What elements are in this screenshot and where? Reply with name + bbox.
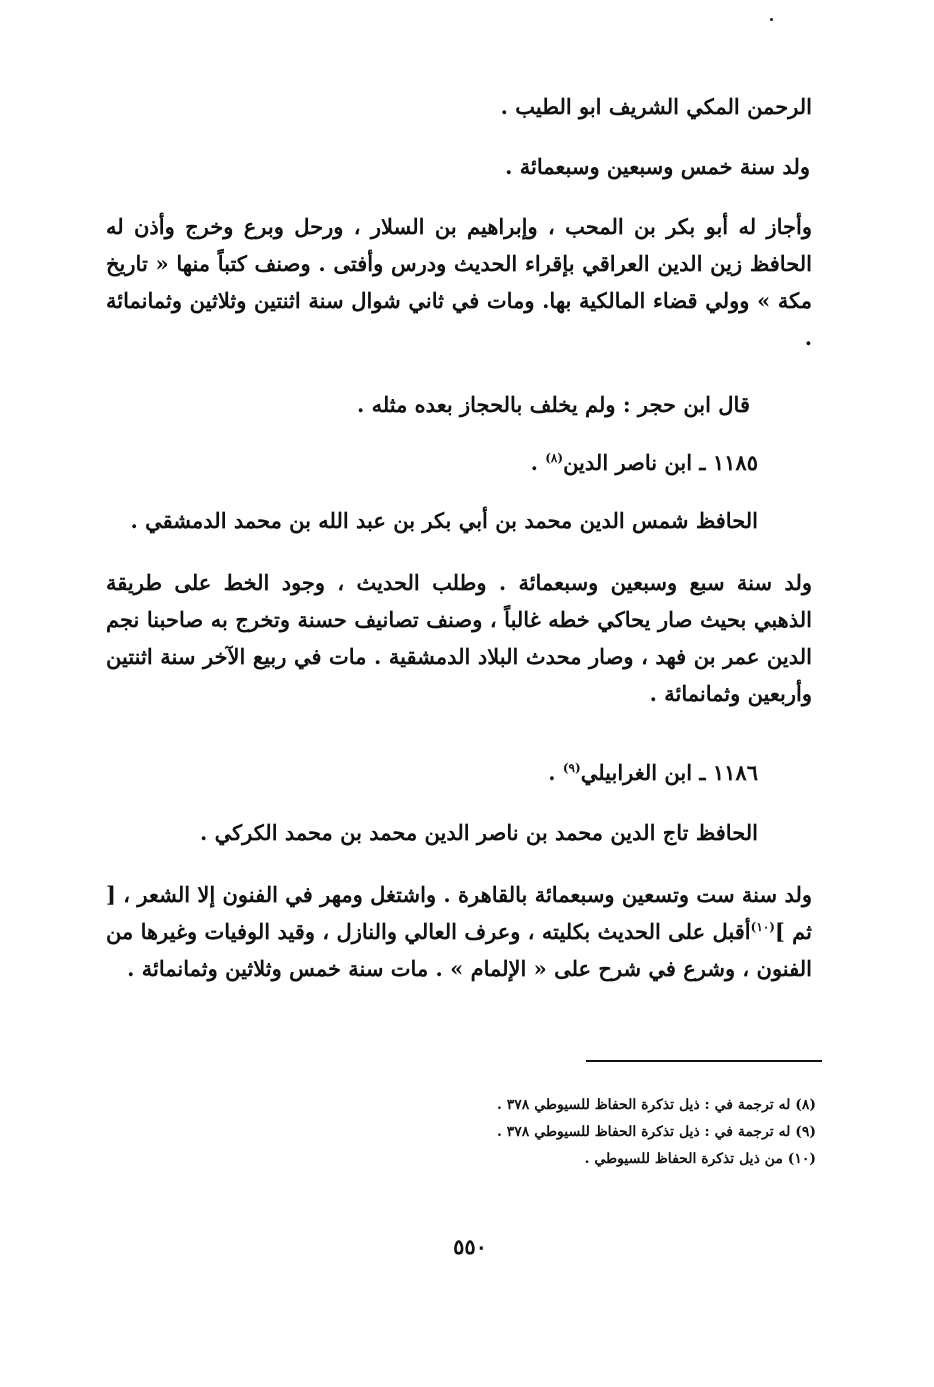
entry-heading-1186 (548, 760, 758, 785)
paragraph-birth: ولد سنة خمس وسبعين وسبعمائة . (505, 154, 810, 179)
entry-end: . (548, 760, 563, 785)
paragraph-biography-1185: ولد سنة سبع وسبعين وسبعمائة . وطلب الحديث ، وجود الخط على طريقة الذهبي بحيث صار يحاكي خطه غالباً ، وصنف تصانيف حسنة وتخرج به صاحبنا نجم الدين عمر بن فهد ، وصار محدث البلاد الدمشقية . مات في ربيع الآخر سنة اثنتين وأربعين وثمانمائة . (106, 570, 812, 706)
paragraph-name-1185: الحافظ شمس الدين محمد بن أبي بكر بن عبد الله بن محمد الدمشقي . (130, 508, 758, 533)
footnote-ref-9[interactable]: (٩) (562, 761, 581, 775)
page-number: ٥٥٠ (453, 1234, 487, 1259)
entry-end: . (530, 450, 546, 475)
entry-name: ـ ابن ناصر الدين (563, 450, 706, 475)
footnote-separator (586, 1060, 822, 1062)
paragraph-biography: وأجاز له أبو بكر بن المحب ، وإبراهيم بن السلار ، ورحل وبرع وخرج وأذن له الحافظ زين الدين العراقي بإقراء الحديث ودرس وأفتى . وصنف كتباً منها « تاريخ مكة » وولي قضاء المالكية بها. ومات في ثاني شوال سنة اثنتين وثلاثين وثمانمائة . (106, 214, 812, 350)
footnote-ref-10[interactable]: (١٠) (750, 920, 775, 934)
entry-name: ـ ابن الغرابيلي (580, 760, 706, 785)
paragraph-text-part: أقبل على الحديث بكليته ، وعرف العالي والنازل ، وقيد الوفيات وغيرها من الفنون ، وشرع في شرح على « الإلمام » . مات سنة خمس وثلاثين وثمانمائة . (106, 919, 812, 981)
entry-number: ١١٨٥ (712, 450, 758, 475)
entry-number: ١١٨٦ (712, 760, 758, 785)
footnote-ref-8[interactable]: (٨) (545, 451, 564, 465)
footnotes (497, 1092, 816, 1173)
footnote-10: (١٠) من ذيل تذكرة الحفاظ للسيوطي . (584, 1151, 816, 1167)
paragraph-quote: قال ابن حجر : ولم يخلف بالحجاز بعده مثله . (356, 392, 750, 417)
paragraph-text-part: ولد سنة ست وتسعين وسبعمائة بالقاهرة . واشتغل ومهر في الفنون إلا الشعر ، [ ثم ] (106, 882, 813, 944)
footnote-9: (٩) له ترجمة في : ذيل تذكرة الحفاظ للسيوطي ٣٧٨ . (497, 1124, 816, 1140)
paragraph-name-1186: الحافظ تاج الدين محمد بن ناصر الدين محمد بن محمد الكركي . (199, 820, 758, 845)
paragraph-continuation: الرحمن المكي الشريف ابو الطيب . (500, 94, 812, 119)
entry-heading-1185 (531, 450, 758, 475)
footnote-8: (٨) له ترجمة في : ذيل تذكرة الحفاظ للسيوطي ٣٧٨ . (497, 1097, 816, 1113)
paragraph-biography-1186 (106, 876, 812, 987)
scan-speck (770, 18, 773, 21)
